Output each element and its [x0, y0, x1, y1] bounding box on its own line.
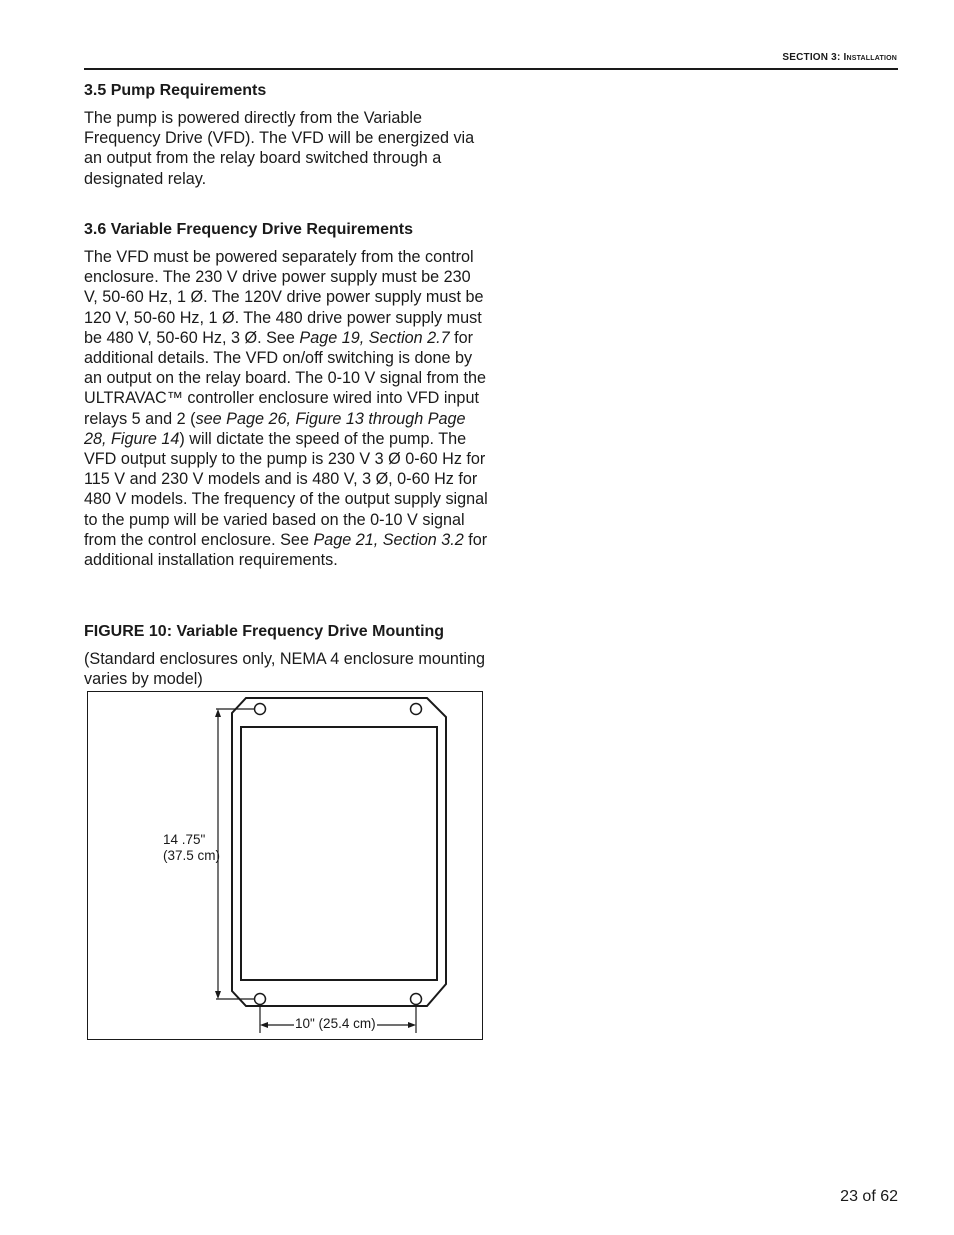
vfd-enclosure-outline	[232, 698, 446, 1006]
mounting-hole-icon	[255, 704, 266, 715]
width-dimension-label: 10" (25.4 cm)	[295, 1016, 376, 1031]
figure-title: FIGURE 10: Variable Frequency Drive Mounting	[84, 623, 445, 640]
section-3-6-body	[84, 247, 488, 570]
figure-caption: (Standard enclosures only, NEMA 4 enclosure mounting varies by model)	[84, 650, 486, 689]
vfd-face-panel	[241, 727, 437, 980]
height-dimension-metric-label: (37.5 cm)	[163, 848, 221, 863]
section-3-5-body: The pump is powered directly from the Variable Frequency Drive (VFD). The VFD will be energized via an output from the relay board switched through a designated relay.	[84, 109, 475, 188]
figure-reference: see Page 26, Figure 13 through Page 28, Figure 14	[84, 409, 466, 448]
mounting-hole-icon	[411, 704, 422, 715]
body-text: for additional installation requirements.	[84, 530, 488, 570]
vfd-mounting-figure	[87, 691, 483, 1040]
mounting-hole-icon	[255, 994, 266, 1005]
vfd-drawing	[88, 692, 484, 1041]
header-rule	[84, 68, 898, 70]
section-prefix: SECTION 3:	[782, 52, 841, 63]
body-text: ) will dictate the speed of the pump. The VFD output supply to the pump is 230 V 3 Ø 0-60 Hz for 115 V and 230 V models and is 480 V, 3 Ø, 0-60 Hz for 480 V models. The frequency of the output supply signal to the pump will be varied based on the 0-10 V signal from the control enclosure. See	[84, 429, 488, 549]
section-3-5-title: 3.5 Pump Requirements	[84, 82, 267, 99]
section-name: Installation	[843, 52, 897, 63]
page-reference: Page 19, Section 2.7	[299, 328, 450, 347]
body-text: The VFD must be powered separately from the control enclosure. The 230 V drive power supply must be 230 V, 50-60 Hz, 1 Ø. The 120V drive power supply must be 120 V, 50-60 Hz, 1 Ø. The 480 drive power supply must be 480 V, 50-60 Hz, 3 Ø. See	[84, 248, 484, 347]
height-dimension-label: 14 .75"	[163, 832, 206, 847]
page-reference: Page 21, Section 3.2	[313, 530, 464, 549]
body-text: for additional details. The VFD on/off switching is done by an output on the relay board. The 0-10 V signal from the ULTRAVAC™ controller enclosure wired into VFD input relays 5 and 2 (	[84, 328, 486, 428]
page-number: 23 of 62	[840, 1188, 898, 1205]
section-3-6-title: 3.6 Variable Frequency Drive Requirements	[84, 221, 414, 238]
section-header	[782, 52, 897, 63]
height-dimension-line	[215, 709, 254, 999]
mounting-hole-icon	[411, 994, 422, 1005]
